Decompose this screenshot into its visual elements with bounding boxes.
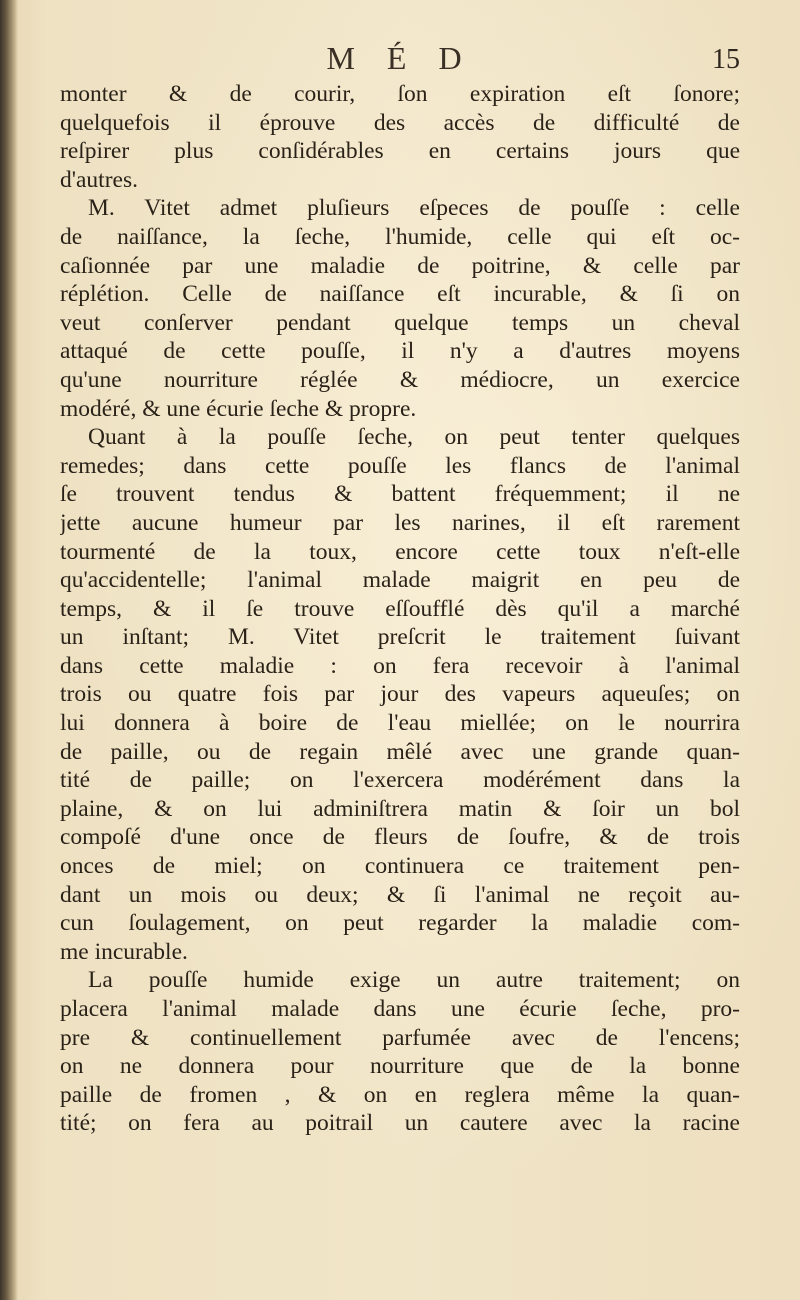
text-line: remedes; dans cette pouſſe les flancs de l'animal [60, 452, 740, 479]
text-line: ſe trouvent tendus & battent fréquemment; il ne [60, 481, 740, 508]
text-line: caſionnée par une maladie de poitrine, & celle par [60, 252, 740, 279]
text-line: dant un mois ou deux; & ſi l'animal ne reçoit au- [60, 881, 740, 908]
text-line: temps, & il ſe trouve eſſoufflé dès qu'il a marché [60, 595, 740, 622]
text-line: Quant à la pouſſe ſeche, on peut tenter quelques [88, 424, 740, 451]
text-line: veut conſerver pendant quelque temps un cheval [60, 309, 740, 336]
text-line: de naiſſance, la ſeche, l'humide, celle qui eſt oc- [60, 223, 740, 250]
text-line: monter & de courir, ſon expiration eſt ſonore; [60, 81, 740, 107]
text-line: placera l'animal malade dans une écurie ſeche, pro- [60, 996, 740, 1022]
text-line: me incurable. [60, 938, 188, 965]
text-line: compoſé d'une once de fleurs de ſoufre, & de trois [60, 824, 740, 851]
text-line: M. Vitet admet pluſieurs eſpeces de pouſſe : celle [88, 195, 740, 222]
text-line: trois ou quatre fois par jour des vapeurs aqueuſes; on [60, 681, 740, 708]
book-spine-shadow [0, 0, 18, 1300]
text-line: un inſtant; M. Vitet preſcrit le traitement ſuivant [60, 624, 740, 651]
text-line: lui donnera à boire de l'eau miellée; on le nourrira [60, 710, 740, 737]
text-line: tité; on fera au poitrail un cautere avec la racine [60, 1110, 740, 1137]
text-line: paille de fromen , & on en reglera même la quan- [60, 1081, 740, 1108]
text-line: quelquefois il éprouve des accès de difficulté de [60, 109, 740, 136]
text-line: onces de miel; on continuera ce traitement pen- [60, 853, 740, 880]
text-line: qu'une nourriture réglée & médiocre, un exercice [60, 366, 740, 393]
text-line: d'autres. [60, 166, 138, 193]
text-line: qu'accidentelle; l'animal malade maigrit en peu de [60, 567, 740, 594]
text-line: jette aucune humeur par les narines, il eſt rarement [60, 509, 740, 536]
page-number: 15 [712, 44, 740, 75]
text-line: modéré, & une écurie ſeche & propre. [60, 395, 417, 422]
text-line: on ne donnera pour nourriture que de la bonne [60, 1053, 740, 1080]
body-text [60, 80, 740, 1138]
text-line: de paille, ou de regain mêlé avec une grande quan- [60, 738, 740, 765]
text-line: tourmenté de la toux, encore cette toux n'eſt-elle [60, 538, 740, 565]
text-line: tité de paille; on l'exercera modérément dans la [60, 767, 740, 794]
text-line: pre & continuellement parfumée avec de l'encens; [60, 1024, 740, 1051]
text-line: reſpirer plus conſidérables en certains jours que [60, 138, 740, 165]
text-line: dans cette maladie : on fera recevoir à l'animal [60, 652, 740, 679]
text-line: cun ſoulagement, on peut regarder la maladie com- [60, 910, 740, 937]
text-line: réplétion. Celle de naiſſance eſt incurable, & ſi on [60, 281, 740, 308]
text-line: La pouſſe humide exige un autre traitement; on [88, 967, 740, 994]
text-line: plaine, & on lui adminiſtrera matin & ſoir un bol [60, 795, 740, 822]
text-line: attaqué de cette pouſſe, il n'y a d'autres moyens [60, 338, 740, 365]
running-head: M É D [326, 40, 474, 76]
